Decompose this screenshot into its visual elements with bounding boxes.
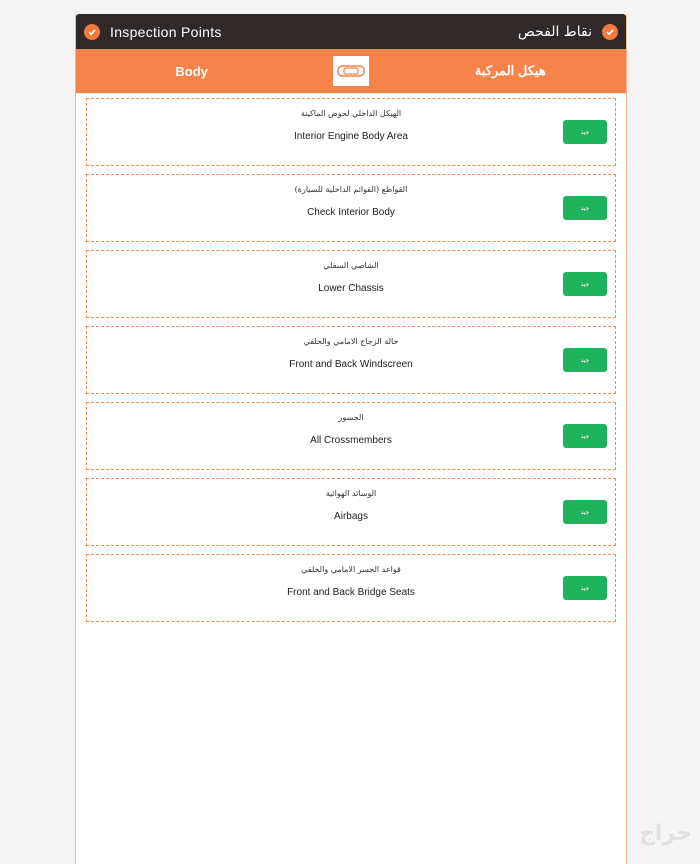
status-badge[interactable]: جيد — [563, 196, 607, 220]
page-title-en: Inspection Points — [110, 23, 222, 40]
item-label-ar: الشاصي السفلي — [323, 261, 379, 270]
item-label-ar: الوسائد الهوائية — [325, 489, 377, 498]
status-badge[interactable]: جيد — [563, 500, 607, 524]
item-label-en: Airbags — [334, 511, 368, 522]
watermark-logo: حراج — [639, 821, 692, 846]
item-label-en: All Crossmembers — [310, 435, 392, 446]
status-badge[interactable]: جيد — [563, 120, 607, 144]
list-item — [86, 554, 616, 622]
item-label-ar: القواطع (القوائم الداخلية للسيارة) — [294, 185, 408, 194]
status-badge[interactable]: جيد — [563, 272, 607, 296]
item-label-ar: حالة الزجاج الامامي والخلفي — [303, 337, 399, 346]
list-item — [86, 250, 616, 318]
list-item — [86, 98, 616, 166]
item-label-en: Interior Engine Body Area — [294, 131, 408, 142]
list-item — [86, 478, 616, 546]
item-label-en: Front and Back Bridge Seats — [287, 587, 415, 598]
list-item — [86, 326, 616, 394]
list-item — [86, 174, 616, 242]
item-label-ar: قواعد الجسر الامامي والخلفي — [301, 565, 401, 574]
item-label-en: Front and Back Windscreen — [289, 359, 413, 370]
list-item — [86, 402, 616, 470]
inspection-page — [75, 14, 627, 864]
section-label-en: Body — [175, 63, 208, 79]
status-badge[interactable]: جيد — [563, 348, 607, 372]
header-right — [518, 24, 618, 40]
section-header-body — [76, 49, 626, 94]
car-body-icon — [333, 56, 369, 86]
page-title-ar: نقاط الفحص — [517, 23, 592, 40]
item-label-en: Check Interior Body — [307, 207, 395, 218]
item-label-ar: الجسور — [338, 413, 364, 422]
inspection-list — [76, 94, 626, 622]
header-left — [84, 24, 222, 40]
header-bar — [76, 14, 626, 49]
section-label-ar: هيكل المركبة — [474, 63, 546, 78]
status-badge[interactable]: جيد — [563, 576, 607, 600]
status-badge[interactable]: جيد — [563, 424, 607, 448]
item-label-en: Lower Chassis — [318, 283, 384, 294]
check-badge-icon — [602, 24, 618, 40]
check-badge-icon — [84, 24, 100, 40]
item-label-ar: الهيكل الداخلي لحوض الماكينة — [300, 109, 402, 118]
